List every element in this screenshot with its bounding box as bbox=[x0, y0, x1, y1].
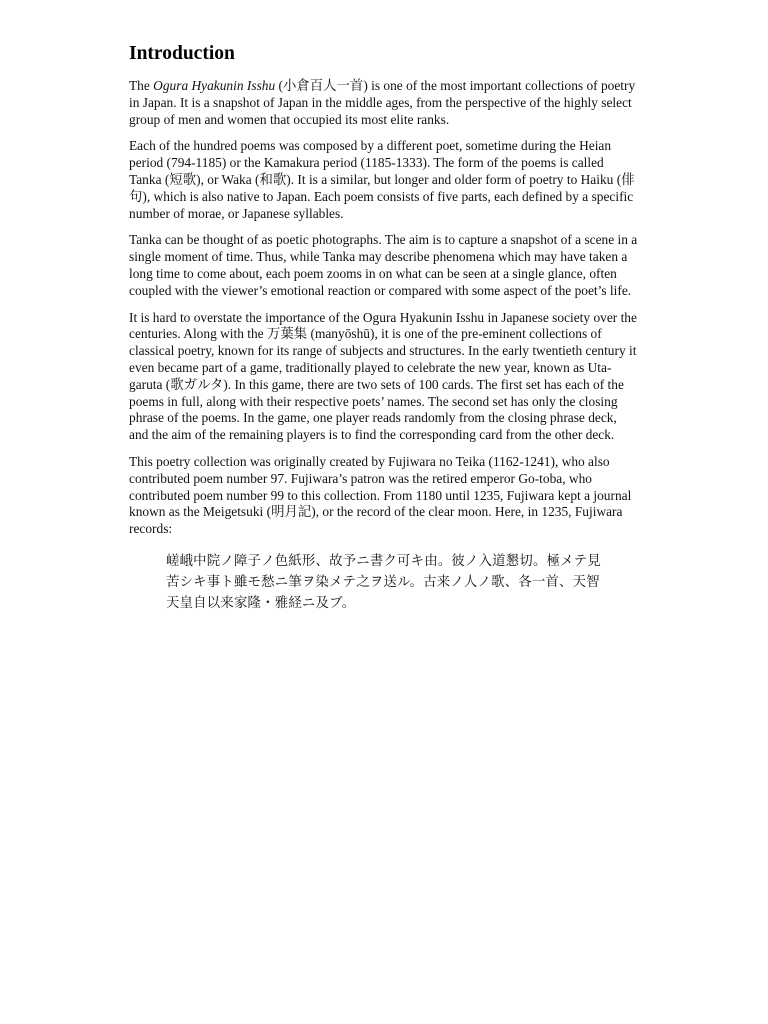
paragraph-4: It is hard to overstate the importance of the Ogura Hyakunin Isshu in Japanese society over the centuries. Along with the 万葉集 (manyōshū), it is one of the pre-eminent collections of classical poetry, known for its range of subjects and structures. In the early twentieth century it even became part of a game, traditionally played to celebrate the new year, known as Uta-garuta (歌ガルタ). In this game, there are two sets of 100 cards. The first set has each of the poems in full, along with their respective poets’ names. The second set has only the closing phrase of the poems. In the game, one player reads randomly from the closing phrase deck, and the aim of the remaining players is to find the corresponding card from the other deck. bbox=[129, 309, 637, 443]
document-body bbox=[129, 42, 639, 613]
paragraph-3: Tanka can be thought of as poetic photographs. The aim is to capture a snapshot of a scene in a single moment of time. Thus, while Tanka may describe phenomena which may have taken a long time to come about, each poem zooms in on what can be seen at a single glance, often coupled with the viewer’s emotional reaction or compared with some aspect of the poet’s life. bbox=[129, 232, 638, 298]
paragraph-1-rest: (小倉百人一首) is one of the most important collections of poetry in Japan. It is a snapshot of Japan in the middle ages, from the perspective of the highly select group of men and women that occupied its most elite ranks. bbox=[129, 78, 636, 127]
collection-title-italic: Ogura Hyakunin Isshu bbox=[153, 78, 276, 93]
meigetsuki-quote: 嵯峨中院ノ障子ノ色紙形、故予ニ書ク可キ由。彼ノ入道懇切。極メテ見苦シキ事ト雖モ愁ニ筆ヲ染メテ之ヲ送ル。古来ノ人ノ歌、各一首、天智天皇自以来家隆・雅経ニ及ブ。 bbox=[166, 552, 601, 610]
paragraph-1-start: The bbox=[129, 78, 154, 93]
paragraph-2: Each of the hundred poems was composed by a different poet, sometime during the Heian period (794-1185) or the Kamakura period (1185-1333). The form of the poems is called Tanka (短歌), or Waka (和歌). It is a similar, but longer and older form of poetry to Haiku (俳句), which is also native to Japan. Each poem consists of five parts, each defined by a specific number of morae, or Japanese syllables. bbox=[129, 138, 635, 221]
paragraph-5: This poetry collection was originally created by Fujiwara no Teika (1162-1241), who also contributed poem number 97. Fujiwara’s patron was the retired emperor Go-toba, who contributed poem number 99 to this collection. From 1180 until 1235, Fujiwara kept a journal known as the Meigetsuki (明月記), or the record of the clear moon. Here, in 1235, Fujiwara records: bbox=[129, 453, 632, 537]
paragraph-1 bbox=[129, 78, 639, 128]
section-heading: Introduction bbox=[129, 43, 235, 64]
